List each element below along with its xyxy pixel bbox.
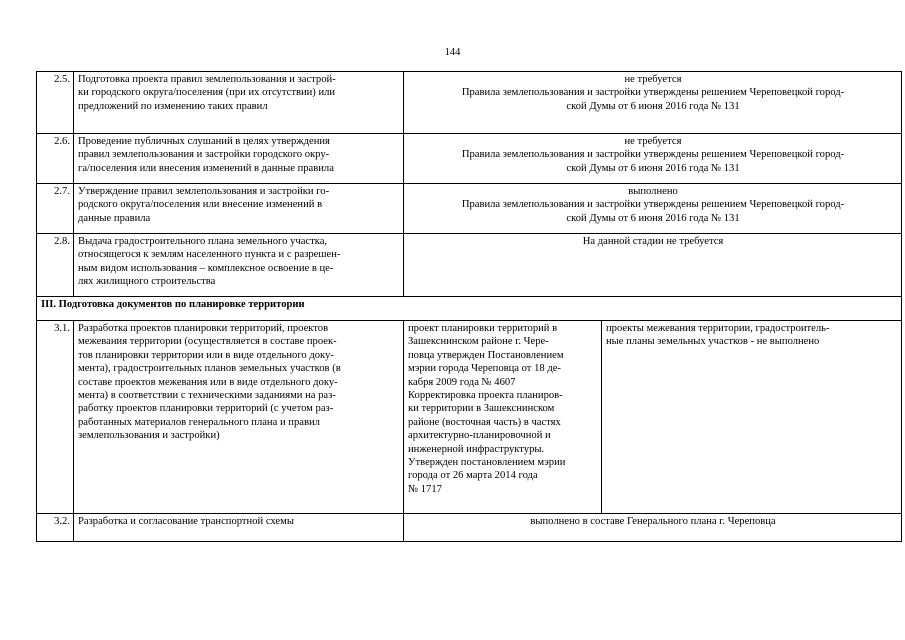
result-status: не требуется — [624, 74, 682, 85]
task-text: работку проектов планировки территорий (с учетом раз- — [78, 403, 334, 415]
survey-result-cell — [602, 321, 902, 514]
result-text: ской Думы от 6 июня 2016 года № 131 — [566, 212, 740, 224]
result-text: города от 26 марта 2014 года — [408, 470, 538, 482]
row-number: 2.7. — [37, 184, 74, 234]
task-text: предложений по изменению таких правил — [78, 100, 268, 112]
result-text: ные планы земельных участков - не выполнено — [606, 336, 820, 348]
result-cell — [404, 184, 902, 234]
result-status: На данной стадии не требуется — [582, 236, 724, 247]
result-text: ки территории в Зашекснинском — [408, 403, 555, 415]
plan-table — [36, 71, 902, 542]
table-row — [37, 514, 902, 542]
result-cell — [404, 514, 902, 542]
page-number: 144 — [444, 47, 461, 58]
task-text: Проведение публичных слушаний в целях утверждения — [78, 136, 330, 147]
task-cell — [74, 234, 404, 297]
row-number: 2.8. — [37, 234, 74, 297]
result-text: Утвержден постановлением мэрии — [408, 457, 566, 469]
task-text: Подготовка проекта правил землепользования и застрой- — [78, 74, 336, 85]
task-cell — [74, 514, 404, 542]
row-number: 2.6. — [37, 134, 74, 184]
row-number: 3.2. — [37, 514, 74, 542]
task-text: Разработка проектов планировки территорий, проектов — [78, 323, 329, 334]
result-cell — [404, 72, 902, 134]
result-text: Правила землепользования и застройки утверждены решением Череповецкой город- — [461, 149, 845, 161]
result-text: кабря 2009 года № 4607 — [408, 376, 516, 388]
table-row — [37, 184, 902, 234]
result-text: проект планировки территорий в — [408, 323, 558, 334]
result-text: Правила землепользования и застройки утверждены решением Череповецкой город- — [461, 199, 845, 211]
task-text: мента), градостроительных планов земельных участков (в — [78, 363, 341, 375]
task-text: родского округа/поселения или внесение изменений в — [78, 199, 323, 211]
task-text: Утверждение правил землепользования и застройки го- — [78, 186, 330, 197]
task-text: землепользования и застройки) — [78, 430, 220, 442]
task-text: мента) в соответствии с техническими заданиями на раз- — [78, 390, 336, 402]
task-cell — [74, 72, 404, 134]
result-status: не требуется — [624, 136, 682, 147]
result-text: ской Думы от 6 июня 2016 года № 131 — [566, 162, 740, 174]
task-text: правил землепользования и застройки городского окру- — [78, 149, 330, 161]
task-text: га/поселения или внесения изменений в данные правила — [78, 162, 334, 174]
result-text: проекты межевания территории, градостроитель- — [606, 323, 830, 334]
task-text: лях жилищного строительства — [78, 276, 216, 288]
task-text: работанных материалов генерального плана и правил — [78, 416, 320, 428]
table-row — [37, 134, 902, 184]
task-text: ным видом использования – комплексное освоение в це- — [78, 262, 334, 274]
result-text: Зашекснинском районе г. Чере- — [408, 336, 549, 348]
table-row — [37, 72, 902, 134]
result-cell — [404, 234, 902, 297]
task-text: Выдача градостроительного плана земельного участка, — [78, 236, 328, 247]
task-text: составе проектов межевания или в виде отдельного доку- — [78, 376, 338, 388]
task-cell — [74, 134, 404, 184]
planning-result-cell — [404, 321, 602, 514]
result-text: выполнено в составе Генерального плана г. Череповца — [530, 516, 776, 527]
result-text: мэрии города Череповца от 18 де- — [408, 363, 561, 375]
result-text: архитектурно-планировочной и — [408, 430, 551, 442]
result-text: ской Думы от 6 июня 2016 года № 131 — [566, 100, 740, 112]
task-text: Разработка и согласование транспортной схемы — [78, 516, 294, 527]
task-text: тов планировки территории или в виде отдельного доку- — [78, 349, 334, 361]
result-cell — [404, 134, 902, 184]
task-text: относящегося к землям населенного пункта и с разрешен- — [78, 249, 341, 261]
task-text: межевания территории (осуществляется в составе проек- — [78, 336, 337, 348]
task-text: данные правила — [78, 212, 151, 224]
section-title: III. Подготовка документов по планировке территории — [37, 297, 902, 321]
task-cell — [74, 321, 404, 514]
row-number: 3.1. — [37, 321, 74, 514]
result-text: инженерной инфраструктуры. — [408, 443, 545, 455]
result-text: Корректировка проекта планиров- — [408, 390, 563, 402]
task-cell — [74, 184, 404, 234]
result-text: повца утвержден Постановлением — [408, 349, 564, 361]
row-number: 2.5. — [37, 72, 74, 134]
section-header-row — [37, 297, 902, 321]
table-row — [37, 234, 902, 297]
table-row — [37, 321, 902, 514]
result-text: районе (восточная часть) в частях — [408, 416, 561, 428]
result-text: Правила землепользования и застройки утверждены решением Череповецкой город- — [461, 87, 845, 99]
result-status: выполнено — [628, 186, 678, 197]
result-text: № 1717 — [408, 483, 442, 495]
task-text: ки городского округа/поселения (при их отсутствии) или — [78, 87, 336, 99]
